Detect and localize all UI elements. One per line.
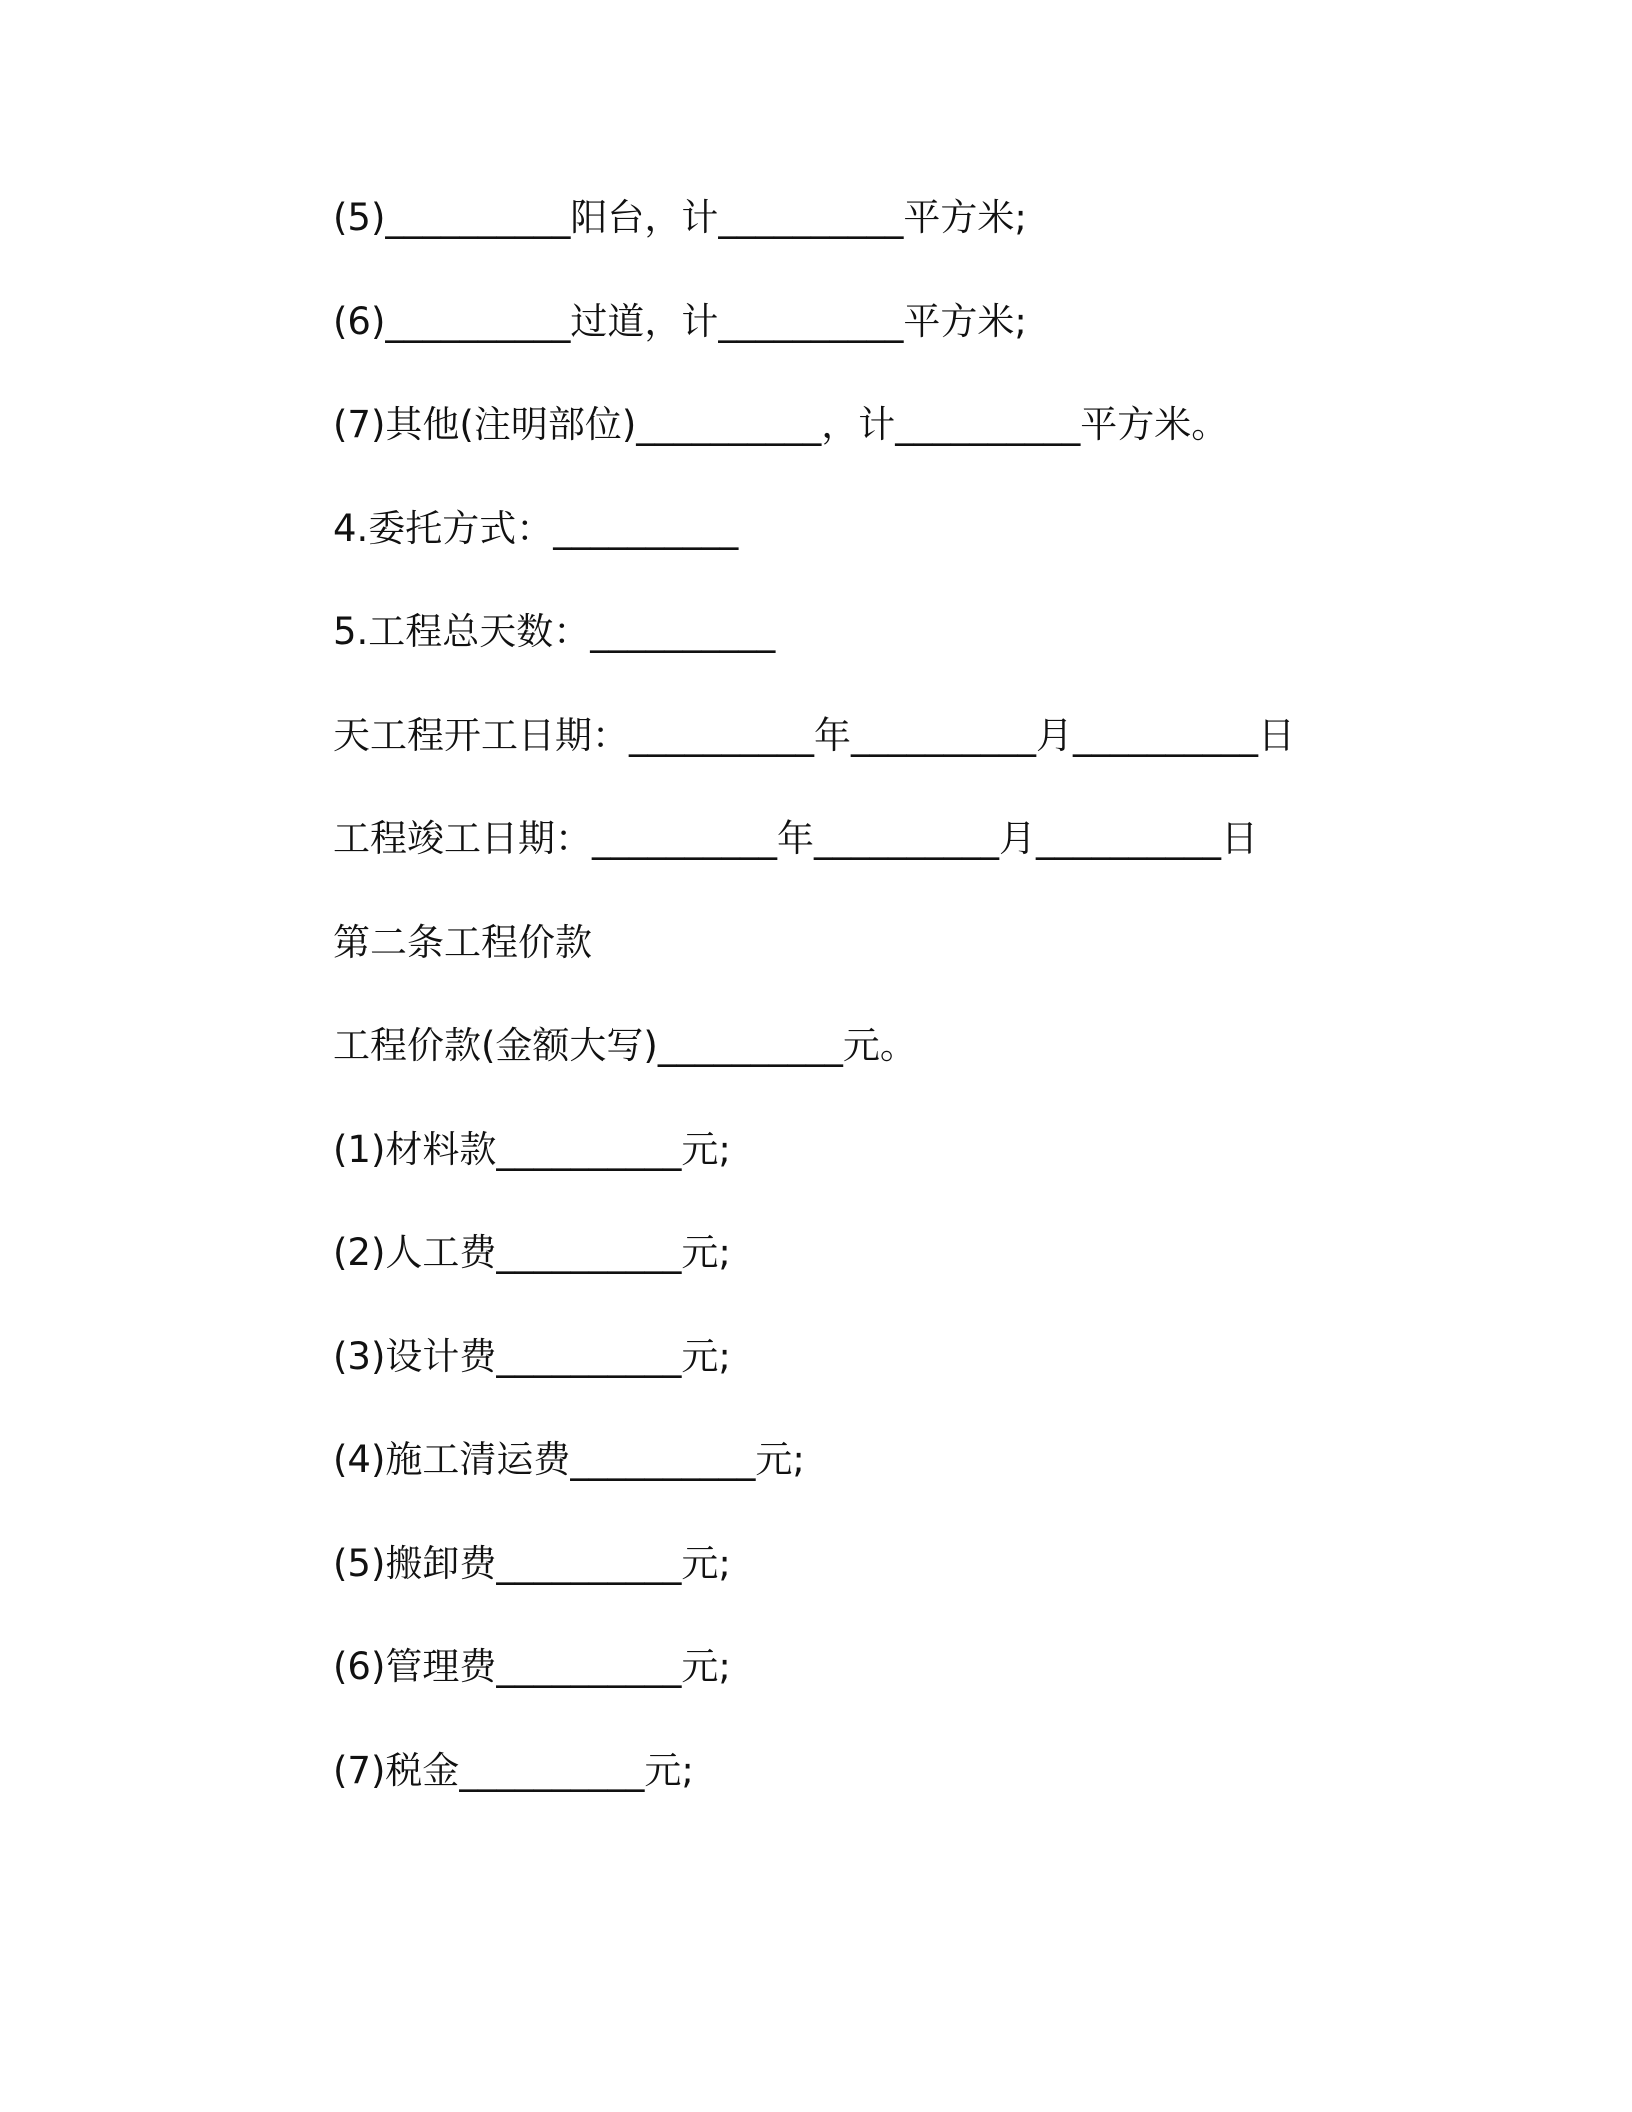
- item-tax: (7)税金__________元;: [333, 1749, 694, 1792]
- section-heading-price: 第二条工程价款: [333, 921, 592, 964]
- item-handling-fee: (5)搬卸费__________元;: [333, 1542, 731, 1585]
- project-price-total: 工程价款(金额大写)__________元。: [333, 1024, 917, 1067]
- item-management-fee: (6)管理费__________元;: [333, 1645, 731, 1688]
- start-date: 天工程开工日期：__________年__________月__________日: [333, 714, 1295, 757]
- item-material-cost: (1)材料款__________元;: [333, 1128, 731, 1171]
- item-labor-cost: (2)人工费__________元;: [333, 1231, 731, 1274]
- item-design-fee: (3)设计费__________元;: [333, 1335, 731, 1378]
- total-project-days: 5.工程总天数：__________: [333, 610, 776, 653]
- item-other-area: (7)其他(注明部位)__________，计__________平方米。: [333, 403, 1229, 446]
- item-balcony-area: (5)__________阳台，计__________平方米;: [333, 196, 1027, 239]
- completion-date: 工程竣工日期：__________年__________月__________日: [333, 817, 1258, 860]
- item-cleanup-fee: (4)施工清运费__________元;: [333, 1438, 805, 1481]
- item-corridor-area: (6)__________过道，计__________平方米;: [333, 300, 1027, 343]
- commission-method: 4.委托方式：__________: [333, 507, 739, 550]
